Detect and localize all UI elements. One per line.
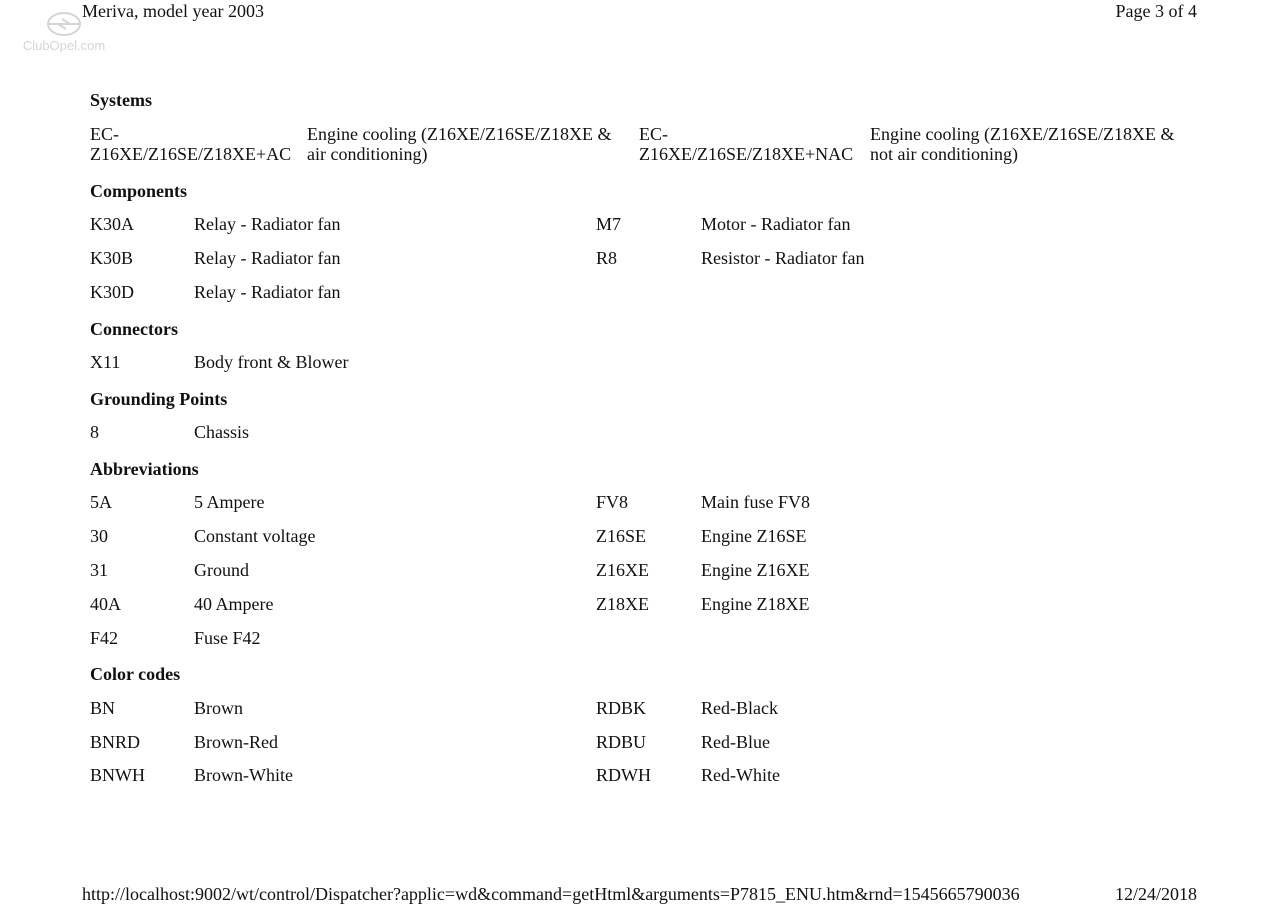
abbreviation-desc: 5 Ampere xyxy=(194,492,265,512)
grounding-code: 8 xyxy=(90,422,99,442)
grounding-desc: Chassis xyxy=(194,422,250,442)
abbreviation-desc: Main fuse FV8 xyxy=(701,492,810,512)
component-code: M7 xyxy=(596,214,622,234)
component-code: K30A xyxy=(90,214,134,234)
section-title-connectors: Connectors xyxy=(90,319,178,339)
section-title-abbreviations: Abbreviations xyxy=(90,459,199,479)
color-code: RDWH xyxy=(596,765,651,785)
abbreviation-desc: 40 Ampere xyxy=(194,594,274,614)
component-code: K30D xyxy=(90,282,134,302)
abbreviation-desc: Engine Z18XE xyxy=(701,594,810,614)
system-desc-ac-line1: Engine cooling (Z16XE/Z16SE/Z18XE & xyxy=(307,124,612,144)
color-desc: Red-Blue xyxy=(701,732,770,752)
component-desc: Motor - Radiator fan xyxy=(701,214,851,234)
abbreviation-code: Z16SE xyxy=(596,526,647,546)
component-code: K30B xyxy=(90,248,134,268)
color-desc: Red-White xyxy=(701,765,780,785)
section-title-color-codes: Color codes xyxy=(90,664,181,684)
color-desc: Red-Black xyxy=(701,698,778,718)
color-code: RDBU xyxy=(596,732,647,752)
component-desc: Relay - Radiator fan xyxy=(194,248,341,268)
abbreviation-code: 31 xyxy=(90,560,108,580)
section-title-components: Components xyxy=(90,181,188,201)
system-desc-ac-line2: air conditioning) xyxy=(307,144,428,164)
component-desc: Resistor - Radiator fan xyxy=(701,248,865,268)
system-code-ac xyxy=(90,124,291,164)
abbreviation-code: FV8 xyxy=(596,492,629,512)
system-desc-nac xyxy=(870,124,1174,164)
color-code: BNWH xyxy=(90,765,145,785)
color-code: BN xyxy=(90,698,116,718)
connector-code: X11 xyxy=(90,352,121,372)
color-desc: Brown xyxy=(194,698,243,718)
abbreviation-code: 30 xyxy=(90,526,108,546)
system-desc-nac-line2: not air conditioning) xyxy=(870,144,1018,164)
system-desc-ac xyxy=(307,124,611,164)
system-code-nac xyxy=(639,124,853,164)
system-code-ac-line2: Z16XE/Z16SE/Z18XE+AC xyxy=(90,144,292,164)
connector-desc: Body front & Blower xyxy=(194,352,349,372)
footer-date: 12/24/2018 xyxy=(1114,884,1197,904)
system-desc-nac-line1: Engine cooling (Z16XE/Z16SE/Z18XE & xyxy=(870,124,1175,144)
section-title-systems: Systems xyxy=(90,90,152,110)
clubopel-logo xyxy=(14,10,119,56)
system-code-nac-line1: EC- xyxy=(639,124,668,144)
abbreviation-desc: Constant voltage xyxy=(194,526,316,546)
document-title: Meriva, model year 2003 xyxy=(82,1,264,21)
footer-url[interactable]: http://localhost:9002/wt/control/Dispatcher?applic=wd&command=getHtml&arguments=P7815_ENU.htm&rnd=1545665790036 xyxy=(82,884,1020,904)
color-code: BNRD xyxy=(90,732,141,752)
abbreviation-code: 40A xyxy=(90,594,121,614)
color-desc: Brown-White xyxy=(194,765,293,785)
section-title-grounding: Grounding Points xyxy=(90,389,228,409)
system-code-ac-line1: EC- xyxy=(90,124,119,144)
abbreviation-code: Z18XE xyxy=(596,594,649,614)
component-code: R8 xyxy=(596,248,618,268)
system-code-nac-line2: Z16XE/Z16SE/Z18XE+NAC xyxy=(639,144,854,164)
color-desc: Brown-Red xyxy=(194,732,278,752)
abbreviation-desc: Engine Z16XE xyxy=(701,560,810,580)
page-number: Page 3 of 4 xyxy=(1115,1,1197,21)
abbreviation-code: Z16XE xyxy=(596,560,649,580)
watermark-text: ClubOpel.com xyxy=(22,38,106,53)
abbreviation-desc: Engine Z16SE xyxy=(701,526,807,546)
abbreviation-code: F42 xyxy=(90,628,119,648)
component-desc: Relay - Radiator fan xyxy=(194,214,341,234)
color-code: RDBK xyxy=(596,698,647,718)
abbreviation-code: 5A xyxy=(90,492,112,512)
abbreviation-desc: Ground xyxy=(194,560,249,580)
component-desc: Relay - Radiator fan xyxy=(194,282,341,302)
abbreviation-desc: Fuse F42 xyxy=(194,628,261,648)
